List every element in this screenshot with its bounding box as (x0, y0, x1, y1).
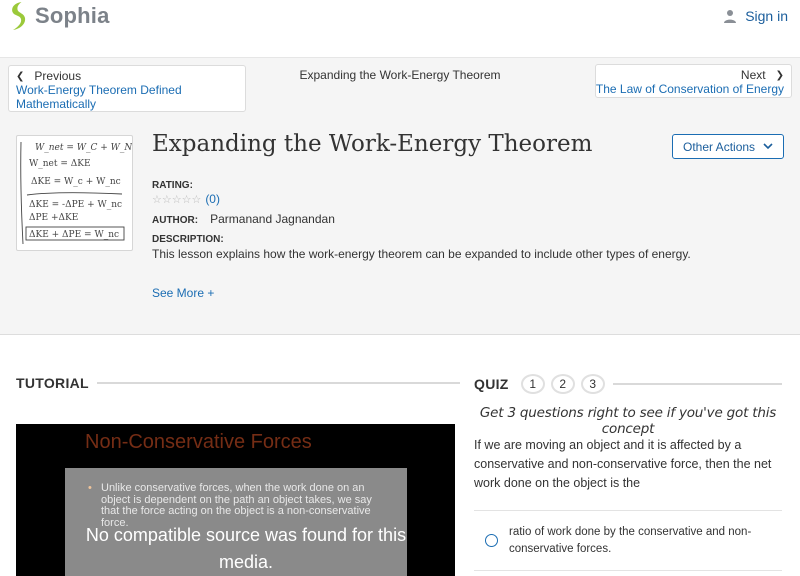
chevron-left-icon: ❮ (16, 70, 25, 82)
description-label: DESCRIPTION: (152, 234, 224, 245)
quiz-question-3-button[interactable]: 3 (581, 374, 605, 394)
radio-button[interactable] (485, 534, 498, 547)
previous-lesson-button[interactable] (8, 65, 246, 112)
lesson-header-panel (0, 57, 800, 335)
previous-label-row (16, 69, 81, 83)
top-header (0, 0, 800, 34)
tutorial-divider (97, 382, 460, 384)
sign-in-label: Sign in (745, 8, 788, 24)
rating-stars-icon[interactable]: ☆☆☆☆☆ (152, 193, 202, 206)
sophia-logo-icon (9, 1, 29, 31)
chevron-right-icon: ❯ (775, 69, 784, 81)
thumb-line-1: W_net = W_C + W_NC (35, 143, 132, 153)
quiz-heading: QUIZ (474, 376, 509, 392)
sophia-logo[interactable] (9, 1, 110, 31)
lesson-description: This lesson explains how the work-energy theorem can be expanded to include other types of energy. (152, 247, 691, 261)
quiz-option-text: ratio of work done by the conservative and non-conservative forces. (509, 526, 752, 555)
thumb-line-3: ΔKE = W_c + W_nc (31, 177, 121, 187)
previous-lesson-link[interactable]: Work-Energy Theorem Defined Mathematically (16, 83, 182, 111)
next-label-row (741, 68, 784, 82)
next-label: Next (740, 68, 766, 82)
sign-in-link[interactable] (723, 8, 788, 24)
quiz-question-text: If we are moving an object and it is affected by a conservative and non-conservative force, then the net work done on the object is the (474, 438, 772, 490)
quiz-option[interactable] (474, 510, 782, 571)
quiz-divider (613, 383, 782, 385)
author-row (152, 212, 335, 226)
tutorial-header (16, 375, 460, 391)
tutorial-video-player[interactable] (16, 424, 455, 576)
user-icon (723, 9, 737, 23)
equation-sketch-image (17, 136, 132, 250)
thumb-line-6: ΔKE + ΔPE = W_nc (29, 230, 120, 240)
video-error-message: No compatible source was found for this media. (85, 525, 407, 572)
next-lesson-button[interactable] (595, 64, 792, 98)
quiz-header (474, 374, 782, 394)
thumb-line-4: ΔKE = -ΔPE + W_nc (29, 200, 123, 210)
quiz-question-2-button[interactable]: 2 (551, 374, 575, 394)
slide-bullet-text: Unlike conservative forces, when the work done on an object is dependent on the path an object takes, we say that the force acting on the object is a non-conservative force. (101, 482, 372, 529)
lesson-thumbnail (16, 135, 133, 251)
author-name: Parmanand Jagnandan (210, 212, 335, 226)
thumb-line-2: W_net = ΔKE (29, 159, 91, 169)
rating-row (152, 192, 220, 206)
next-lesson-link[interactable]: The Law of Conservation of Energy (595, 82, 784, 96)
tutorial-heading: TUTORIAL (16, 375, 89, 391)
lesson-title: Expanding the Work-Energy Theorem (152, 131, 593, 157)
slide-title: Non-Conservative Forces (85, 431, 312, 453)
see-more-link[interactable]: See More + (152, 286, 215, 300)
other-actions-dropdown[interactable] (672, 134, 784, 159)
current-lesson-title: Expanding the Work-Energy Theorem (299, 68, 501, 82)
previous-label: Previous (34, 69, 82, 83)
rating-label: RATING: (152, 180, 193, 191)
thumb-line-5: ΔPE +ΔKE (29, 213, 79, 223)
quiz-tagline: Get 3 questions right to see if you've got this concept (479, 405, 777, 437)
chevron-down-icon (763, 143, 773, 150)
logo-text: Sophia (35, 3, 110, 28)
author-label: AUTHOR: (152, 215, 199, 226)
bullet-icon: • (88, 482, 92, 494)
other-actions-label: Other Actions (683, 139, 756, 154)
rating-count[interactable]: (0) (205, 192, 220, 206)
quiz-question-1-button[interactable]: 1 (521, 374, 545, 394)
